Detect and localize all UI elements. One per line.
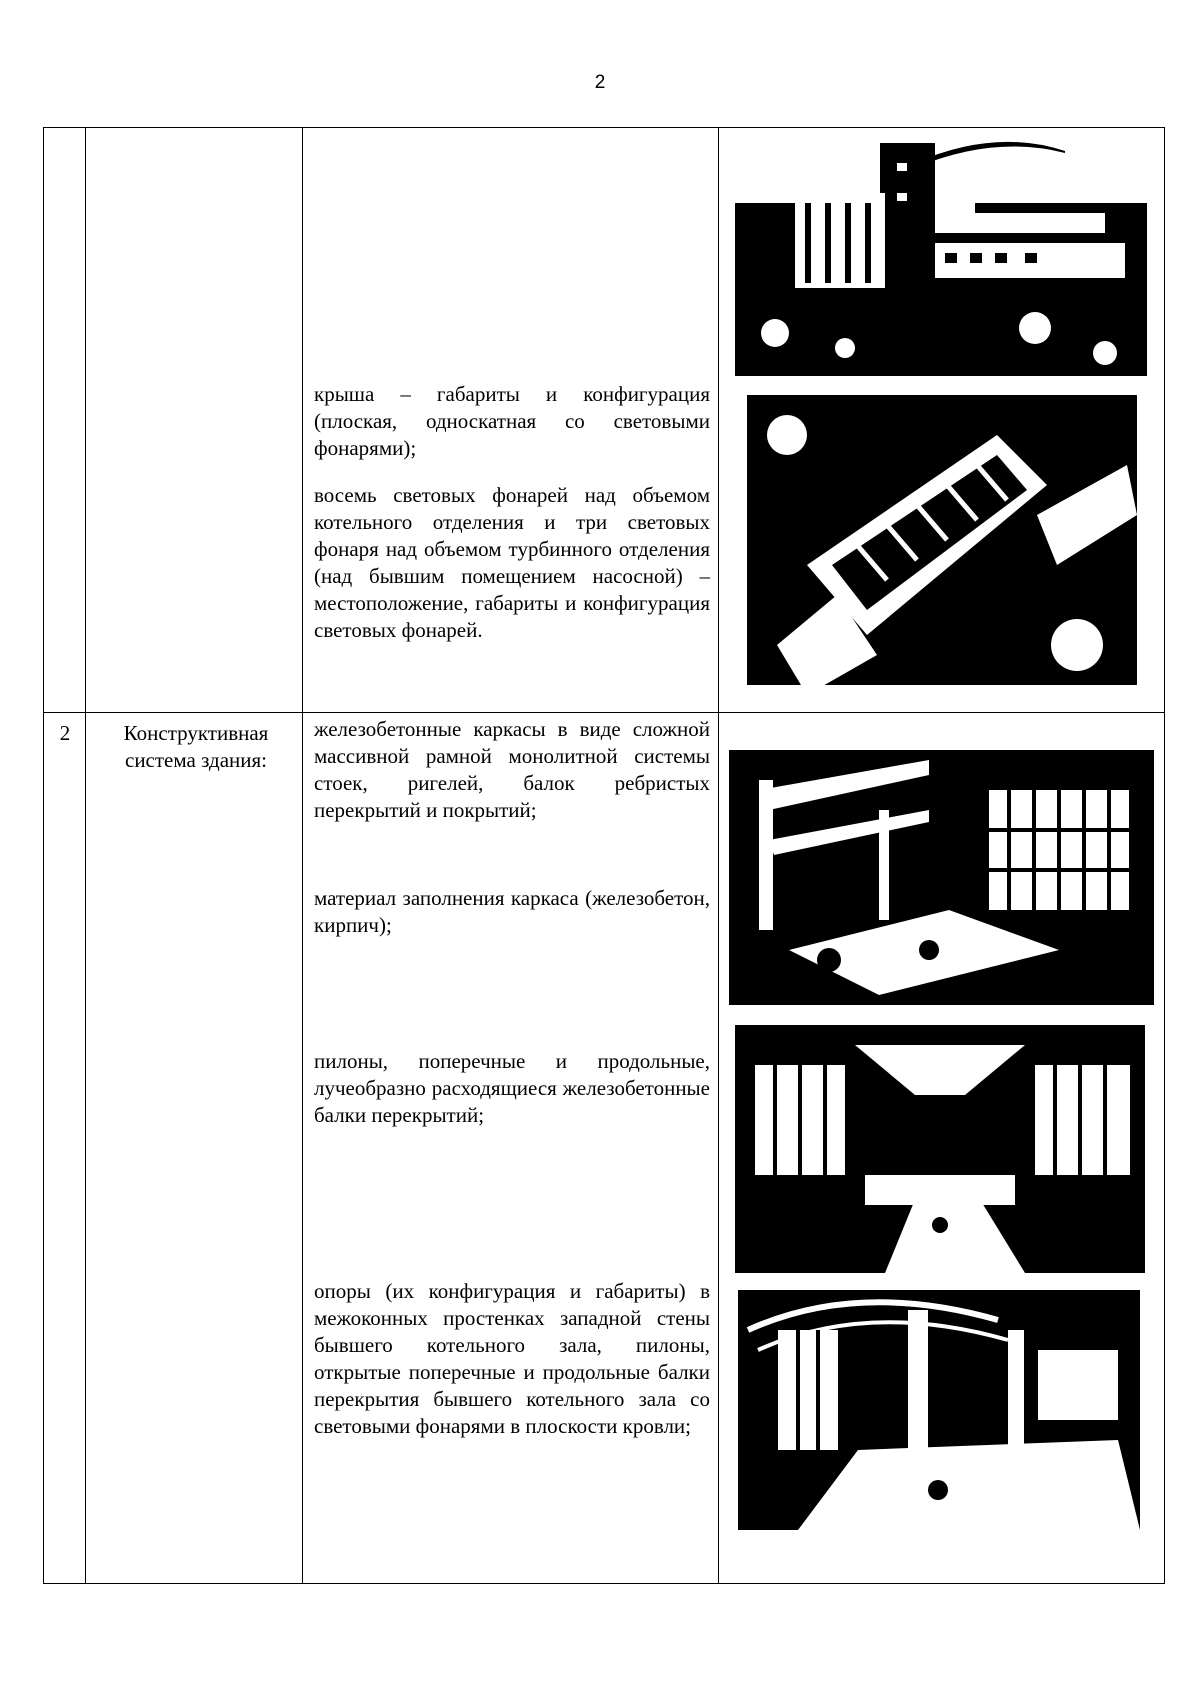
page-number: 2 <box>594 72 606 93</box>
paragraph: крыша – габариты и конфигурация (плоская, односкатная со световыми фонарями); <box>314 382 710 460</box>
paragraph: восемь световых фонарей над объемом котельного отделения и три световых фонаря над объемом турбинного отделения (над бывшим помещением насосной) – местоположение, габариты и конфигурация световых фонарей. <box>314 483 710 642</box>
row-number: 2 <box>59 721 71 745</box>
description-paragraph: пилоны, поперечные и продольные, лучеобразно расходящиеся железобетонные балки перекрытий; <box>314 1049 710 1127</box>
photo-building-exterior <box>735 133 1147 376</box>
column-divider-heading <box>302 127 303 1584</box>
photo-boiler-hall <box>738 1290 1140 1530</box>
photo-hall-interior-1 <box>729 750 1154 1005</box>
photo-hall-interior-2 <box>735 1025 1145 1273</box>
description-paragraph: опоры (их конфигурация и габариты) в межоконных простенках западной стены бывшего котельного зала, пилоны, открытые поперечные и продольные балки перекрытия бывшего котельного зала со световыми фонарями в плоскости кровли; <box>314 1279 710 1438</box>
description-cell <box>314 381 710 644</box>
table-border-left <box>43 127 44 1584</box>
description-paragraph: железобетонные каркасы в виде сложной массивной рамной монолитной системы стоек, ригелей, балок ребристых перекрытий и покрытий; <box>314 717 710 822</box>
column-divider-text <box>718 127 719 1584</box>
photo-skylights-aerial <box>747 395 1137 707</box>
row-heading: Конструктивная система здания: <box>123 721 269 772</box>
column-divider-number <box>85 127 86 1584</box>
table-border-right <box>1164 127 1165 1584</box>
table-border-bottom <box>43 1583 1165 1584</box>
row-divider <box>43 712 1165 713</box>
description-paragraph: материал заполнения каркаса (железобетон, кирпич); <box>314 886 710 937</box>
table-border-top <box>43 127 1165 128</box>
